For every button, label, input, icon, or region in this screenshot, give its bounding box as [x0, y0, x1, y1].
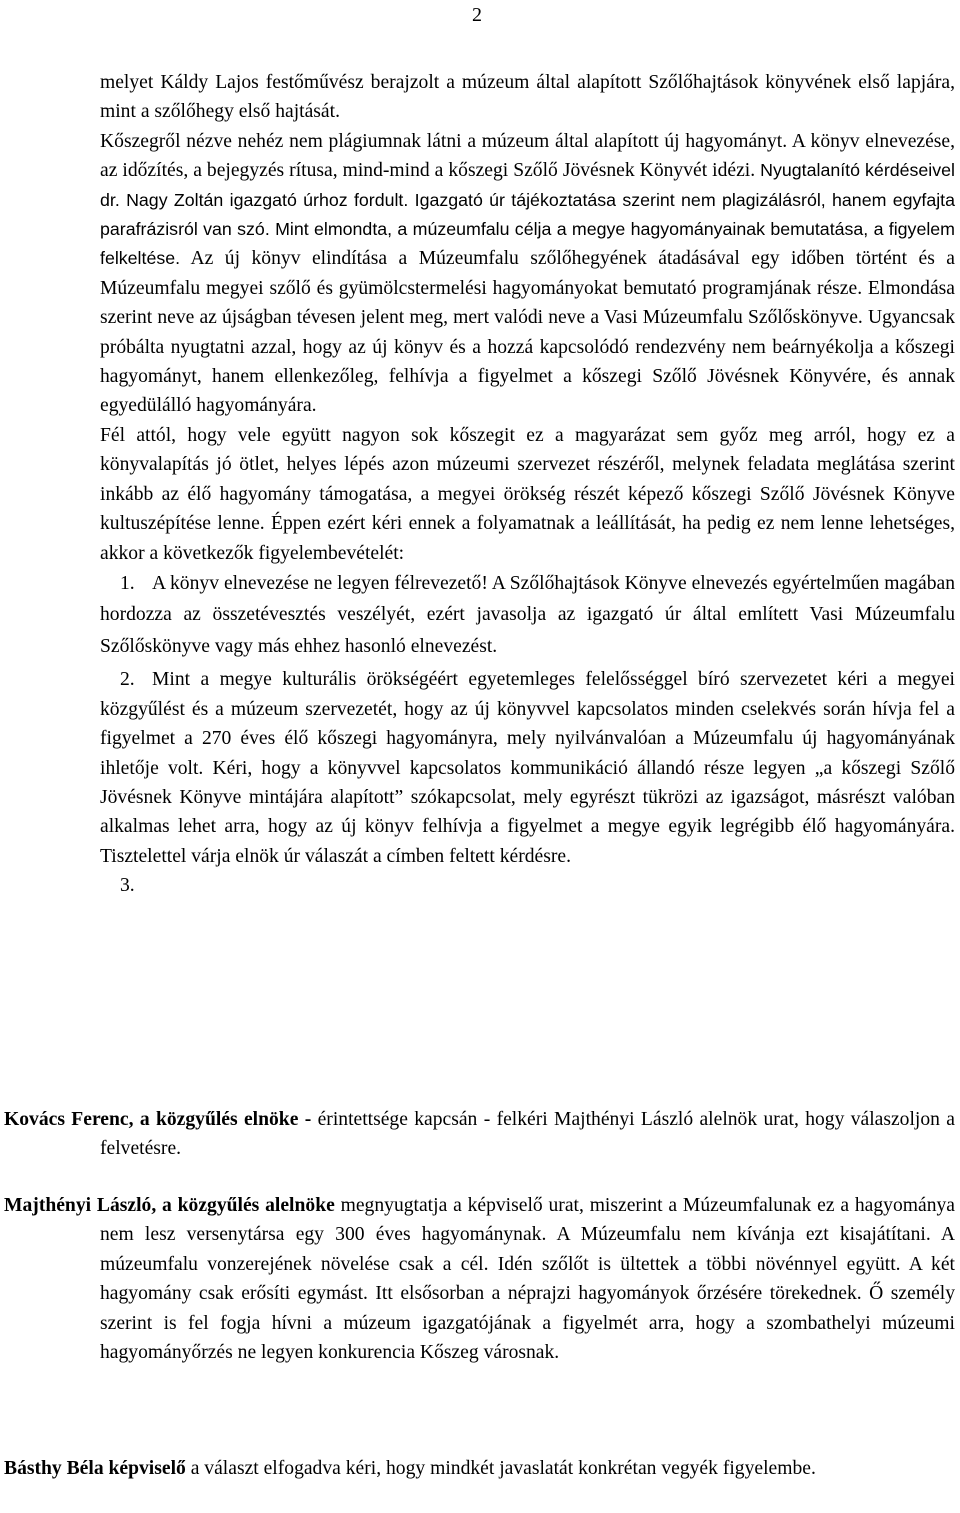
speaker-text-3: a választ elfogadva kéri, hogy mindkét javaslatát konkrétan vegyék figyelembe.: [185, 1458, 816, 1479]
paragraph-1a: melyet Káldy Lajos festőművész berajzolt a múzeum által alapított Szőlőhajtások könyvének első lapjára, mint a szőlőhegy első hajtását.: [100, 72, 955, 123]
list-item-2-text: Mint a megye kulturális örökségéért egyetemleges felelősséggel bíró szervezetet kéri a megyei közgyűlést és a múzeum szervezetét, hogy az új könyvvel kapcsolatos minden cselekvés során hívja fel a figyelmet a 270 éves élő kőszegi hagyományra, mely nyilvánvalóan a Múzeumfalu új hagyományának ihletője volt. Kéri, hogy a könyvvel kapcsolatos kommunikáció állandó része legyen „a kőszegi Szőlő Jövésnek Könyve mintájára alapított” szókapcsolat, mely egyrészt tükrözi az igazságot, másrészt valóban alkalmas lehet arra, hogy az új könyv felhívja a figyelmet a megye egyik legrégibb élő hagyományára. Tisztelettel várja elnök úr válaszát a címben feltett kérdésre.: [100, 669, 955, 867]
page-number: 2: [472, 4, 482, 26]
list-item-3-number: 3.: [120, 875, 135, 897]
speaker-block-2: [4, 1191, 955, 1367]
paragraph-1b: [100, 127, 955, 421]
speaker-block-1: [4, 1105, 955, 1164]
speaker-name-3: Básthy Béla képviselő: [4, 1458, 186, 1479]
paragraph-1b-text: Kőszegről nézve nehéz nem plágiumnak látni a múzeum által alapított új hagyományt. A könyv elnevezése, az időzítés, a bejegyzés rítusa, mind-mind a kőszegi Szőlő Jövésnek Könyvét idézi.: [100, 130, 955, 182]
list-item-2: [100, 665, 955, 871]
speaker-text-2: megnyugtatja a képviselő urat, miszerint a Múzeumfalunak ez a hagyománya nem lesz versenytársa egy 300 éves hagyománynak. A Múzeumfalu nem kívánja ezt kisajátítani. A múzeumfalu vonzerejének növelése csak a cél. Idén szőlőt is ültettek a többi növénnyel együtt. A két hagyomány csak erősíti egymást. Itt elsősorban a néprajzi hagyományok őrzésére törekednek. Ő személy szerint is fel fogja hívni a múzeum igazgatójának a figyelmét arra, hogy a szombathelyi múzeumi hagyományőrzés ne legyen konkurencia Kőszeg városnak.: [100, 1195, 955, 1364]
list-item-1-text: A könyv elnevezése ne legyen félrevezető! A Szőlőhajtások Könyve elnevezés egyértelműen magában hordozza az összetévesztés veszélyét, ezért javasolja az igazgató úr által említett Vasi Múzeumfalu Szőlőskönyve vagy más ehhez hasonló elnevezést.: [100, 572, 955, 657]
list-item-1-number: 1.: [120, 572, 135, 594]
list-item-2-number: 2.: [120, 669, 135, 691]
speaker-block-3: [4, 1454, 955, 1483]
speaker-name-2: Majthényi László, a közgyűlés alelnöke: [4, 1195, 335, 1216]
speaker-name-1: Kovács Ferenc, a közgyűlés elnöke -: [4, 1109, 312, 1130]
speaker-text-1: érintettsége kapcsán - felkéri Majthényi László alelnök urat, hogy válaszoljon a felvetésre.: [100, 1109, 955, 1160]
main-text: [100, 68, 955, 901]
list-item-1: [100, 568, 955, 663]
paragraph-2: Fél attól, hogy vele együtt nagyon sok kőszegit ez a magyarázat sem győz meg arról, hogy ez a könyvalapítás jó ötlet, helyes lépés azon múzeumi szervezet részéről, melynek feladata meglátása szerint inkább az élő hagyomány támogatása, a megyei örökség részét képező kőszegi Szőlő Jövésnek Könyve kultuszépítése lenne. Éppen ezért kéri ennek a folyamatnak a leállítását, ha pedig ez nem lenne lehetséges, akkor a következők figyelembevételét:: [100, 424, 955, 564]
paragraph-1b-sans-text: Nyugtalanító kérdéseivel dr. Nagy Zoltán igazgató úrhoz fordult. Igazgató úr tájékoztatása szerint nem plagizálásról, hanem egyfajta parafrázisról van szó. Mint elmondta, a múzeumfalu célja a megye hagyományainak bemutatása, a figyelem felkeltése.: [100, 160, 955, 269]
paragraph-1b-continuation: Az új könyv elindítása a Múzeumfalu szőlőhegyének átadásával egy időben történt és a Múzeumfalu megyei szőlő és gyümölcstermelési hagyományokat bemutató programjának része. Elmondása szerint neve az újságban tévesen jelent meg, mert valódi neve a Vasi Múzeumfalu Szőlőskönyve. Ugyancsak próbálta nyugtatni azzal, hogy az új könyv és a hozzá kapcsolódó rendezvény nem beárnyékolja a kőszegi hagyományt, hanem ellenkezőleg, felhívja a figyelmet a kőszegi Szőlő Jövésnek Könyvére, és annak egyedülálló hagyományára.: [100, 248, 955, 417]
